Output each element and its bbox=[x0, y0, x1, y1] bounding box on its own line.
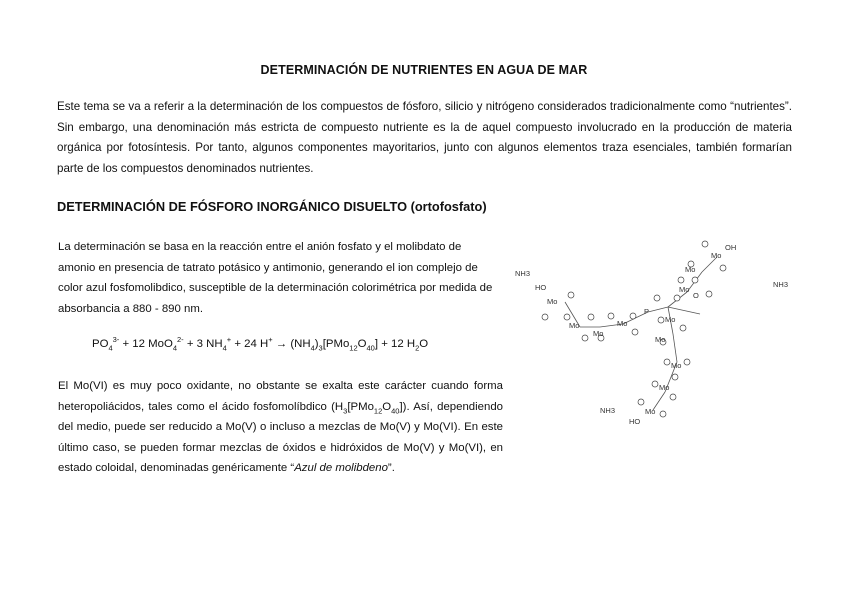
italic-term: Azul de molibdeno bbox=[294, 462, 388, 474]
oxygen-label: O bbox=[693, 291, 699, 300]
method-paragraph: La determinación se basa en la reacción entre el anión fosfato y el molibdato de amonio en presencia de tatrato potásico y antimonio, generando el ion complejo de color azul fosfomolibdico, susceptible de la determinación colorimétrica por medida de absorbancia a 880 - 890 nm. bbox=[58, 241, 493, 315]
oh-label: OH bbox=[725, 243, 737, 252]
mo-label-9: Mo bbox=[655, 335, 666, 344]
nh3-label-left: NH3 bbox=[515, 269, 531, 278]
section-title: DETERMINACIÓN DE FÓSFORO INORGÁNICO DISUELTO (ortofosfato) bbox=[57, 199, 487, 214]
molybdenum-paragraph: El Mo(VI) es muy poco oxidante, no obstante se exalta este carácter cuando forma heteropoliácidos, tales como el ácido fosfomolíbdico $(H_3[PMo_{12}O_{40}])$. Así, dependiendo del medio, puede ser reducido a Mo(V) o incluso a mezclas de Mo(V) y Mo(VI). En este último caso, se pueden formar mezclas de óxidos e hidróxidos de Mo(V) y Mo(VI), en estado coloidal, denominadas genéricamente “Azul de molibdeno”. bbox=[58, 380, 503, 474]
phosphorus-label: P bbox=[644, 307, 650, 316]
page-title: DETERMINACIÓN DE NUTRIENTES EN AGUA DE MAR bbox=[260, 63, 588, 77]
nh3-label-right: NH3 bbox=[773, 280, 789, 289]
mo-label-12: Mo bbox=[645, 407, 656, 416]
mo-label-4: Mo bbox=[617, 319, 628, 328]
mo-label-8: Mo bbox=[711, 251, 722, 260]
mo-label-7: Mo bbox=[685, 265, 696, 274]
mo-label-1: Mo bbox=[547, 297, 558, 306]
mo-label-2: Mo bbox=[569, 321, 580, 330]
mo-label-3: Mo bbox=[593, 329, 604, 338]
phosphomolybdate-structure bbox=[505, 232, 805, 432]
ho-label-top: HO bbox=[535, 283, 547, 292]
mo-label-11: Mo bbox=[659, 383, 670, 392]
mo-label-6: Mo bbox=[679, 285, 690, 294]
nh3-label-bottom: NH3 bbox=[600, 406, 616, 415]
intro-paragraph: Este tema se va a referir a la determinación de los compuestos de fósforo, silicio y nitrógeno considerados tradicionalmente como “nutrientes”. Sin embargo, una denominación más estricta de compuesto nutriente es la de aquel compuesto involucrado en la producción de materia orgánica por fotosíntesis. Por tanto, algunos componentes mayoritarios, junto con algunos elementos traza esenciales, también formarían parte de los compuestos denominados nutrientes. bbox=[57, 100, 792, 175]
reaction-equation: $PO_4^{3-} + 12$ MoO$_4^{2-}$ + 3 $NH_4^+ + 24$ $H^+ \to (NH_4)_3[PMo_{12}O_{40}] + 12$ $H_2O$ bbox=[92, 335, 429, 353]
ho-label-bottom: HO bbox=[629, 417, 641, 426]
mo-label-5: Mo bbox=[665, 315, 676, 324]
mo-label-10: Mo bbox=[671, 361, 682, 370]
